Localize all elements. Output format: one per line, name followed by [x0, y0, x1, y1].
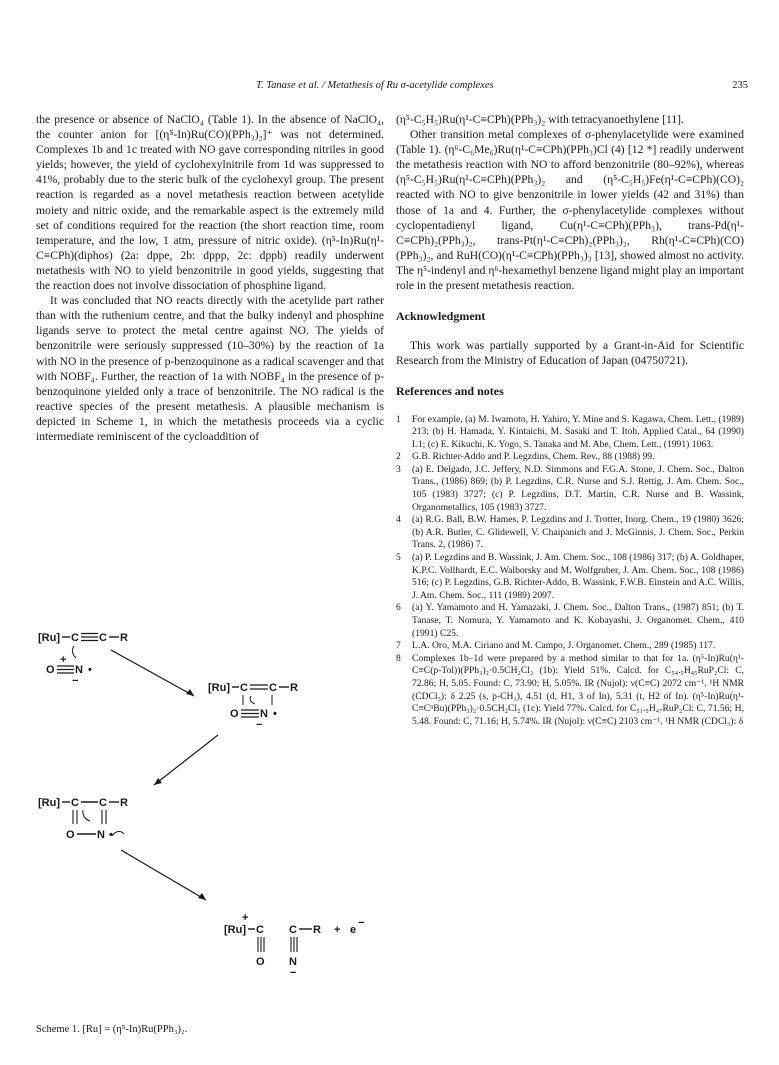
s3-radical-dot: • — [109, 829, 113, 841]
s2-ru: [Ru] — [208, 682, 230, 694]
p-electron: e — [350, 924, 357, 936]
right-column — [396, 112, 744, 728]
arrow-2 — [154, 735, 218, 785]
p-plus-sign: + — [334, 924, 341, 936]
s2-radical-dot: • — [273, 708, 277, 720]
s3-c1: C — [71, 797, 79, 809]
s3-r: R — [120, 797, 128, 809]
reference-item: 2 G.B. Richter-Addo and P. Legzdins, Chem. Rev., 88 (1988) 99. — [396, 451, 655, 463]
arrow-1 — [111, 650, 194, 696]
s1-ru: [Ru] — [38, 632, 60, 644]
scheme-diagram — [36, 600, 384, 1020]
left-paragraph-1: the presence or absence of NaClO₄ (Table 1). In the absence of NaClO₄, the counter anion for [(η⁵-In)Ru(CO)(PPh₃)₂]⁺ was not determined. Complexes 1b and 1c treated with NO gave corresponding nitriles in good yields; however, the yield of cyclohexylnitrile from 1d was suppressed to 41%, probably due to the steric bulk of the cyclohexyl group. The present reaction is regarded as a novel metathesis reaction between acetylide moiety and nitric oxide, and the remarkable aspect is the extremely mild set of conditions required for the reaction (the short reaction time, room temperature, and the low, 1 atm, pressure of nitric oxide). (η⁵-In)Ru(η¹-C≡CPh)(diphos) (2a: dppe, 2b: dppp, 2c: dppb) readily underwent metathesis with NO to yield benzonitrile in good yields, suggesting that the reaction does not involve dissociation of phosphine ligand. — [36, 113, 384, 293]
scheme-1 — [36, 600, 384, 1040]
s2-arrow-curve — [250, 696, 255, 704]
arrow-3 — [121, 850, 206, 900]
s1-c2: C — [99, 632, 107, 644]
s2-n: N — [260, 708, 268, 720]
s1-n: N — [75, 664, 83, 676]
right-paragraph-1: (η⁵-C₅H₅)Ru(η¹-C≡CPh)(PPh₃)₂ with tetracyanoethylene [11]. — [396, 113, 684, 126]
s2-r: R — [290, 682, 298, 694]
s1-radical-dot: • — [88, 664, 92, 676]
right-paragraph-2: Other transition metal complexes of σ-phenylacetylide were examined (Table 1). (η⁶-C₆Me₆)Ru(η¹-C≡CPh)(PPh₃)Cl (4) [12 *] readily underwent the metathesis reaction with NO to afford benzonitrile (80–92%), whereas (η⁵-C₅H₅)Ru(η¹-C≡CPh)(PPh₃)₂ and (η⁵-C₅H₅)Fe(η¹-C≡CPh)(CO)₂ reacted with NO to give benzonitrile in lower yields (42 and 31%) than those of 1a and 4. Further, the σ-phenylacetylide complexes without cyclopentadienyl ligand, Cu(η¹-C≡CPh)(PPh₃), trans-Pd(η¹-C≡CPh)₂(PPh₃)₂, trans-Pt(η¹-C≡CPh)₂(PPh₃)₂, Rh(η¹-C≡CPh)(CO)(PPh₃)₂, and RuH(CO)(η¹-C≡CPh)(PPh₃)₃ [13], showed almost no activity. The η⁵-indenyl and η⁶-hexamethyl benzene ligand might play an important role in the present metathesis reaction. — [396, 128, 744, 293]
p-r: R — [313, 924, 321, 936]
p-o: O — [256, 956, 265, 968]
running-header — [36, 80, 748, 96]
s2-o: O — [230, 708, 239, 720]
running-title: T. Tanase et al. / Metathesis of Ru σ-acetylide complexes — [256, 80, 494, 91]
reference-item: 6 (a) Y. Yamamoto and H. Yamazaki, J. Chem. Soc., Dalton Trans., (1987) 851; (b) T. Tanase, T. Nomura, Y. Yamamoto and K. Kobayashi, J. Organomet. Chem., 410 (1991) C25. — [396, 602, 744, 639]
s1-r: R — [120, 632, 128, 644]
acknowledgment-text: This work was partially supported by a Grant-in-Aid for Scientific Research from the Ministry of Education of Japan (04750721). — [396, 339, 744, 368]
s3-ru: [Ru] — [38, 797, 60, 809]
s1-c1: C — [71, 632, 79, 644]
s1-arrow-curve — [72, 646, 76, 658]
p-n-minus: − — [290, 967, 297, 979]
s3-o: O — [66, 829, 75, 841]
p-electron-charge: − — [358, 917, 365, 929]
page-number: 235 — [732, 80, 748, 91]
s3-arrow-curve — [83, 810, 90, 821]
s2-c2: C — [269, 682, 277, 694]
reference-item: 7 L.A. Oro, M.A. Ciriano and M. Campo, J. Organomet. Chem., 289 (1985) 117. — [396, 640, 716, 652]
s2-c1: C — [240, 682, 248, 694]
s1-minus: − — [72, 675, 79, 687]
references-heading: References and notes — [396, 384, 504, 399]
reference-item: 1 For example, (a) M. Iwamoto, H. Yahiro, Y. Mine and S. Kagawa, Chem. Lett., (1989) 213; (b) H. Hamada, Y. Kintaichi, M. Sasaki and T. Itoh, Applied Catal., 64 (1990) L1; (c) E. Kikuchi, K. Yogo, S. Tanaka and M. Abe, Chem. Lett., (1991) 1063. — [396, 413, 744, 450]
s2-minus: − — [256, 719, 263, 731]
reference-item: 3 (a) E. Delgado, J.C. Jeffery, N.D. Simmons and F.G.A. Stone, J. Chem. Soc., Dalton Trans., (1986) 869; (b) P. Legzdins, C.R. Nurse and S.J. Rettig, J. Am. Chem. Soc., 105 (1983) 3727; (c) P. Legzdins, D.T. Martin, C.R. Nurse and B. Wassink, Organometallics, 105 (1983) 3727. — [396, 463, 744, 513]
scheme-caption: Scheme 1. [Ru] = (η⁵-In)Ru(PPh₃)₂. — [36, 1024, 188, 1035]
p-plus: + — [242, 912, 249, 924]
references-list — [396, 414, 744, 729]
p-c-nitrile: C — [289, 924, 297, 936]
s3-c2: C — [99, 797, 107, 809]
reference-item: 4 (a) R.G. Ball, B.W. Hames, P. Legzdins and J. Trotter, Inorg. Chem., 19 (1980) 3626; (b) A.R. Butler, C. Glidewell, V. Chaipanich and J. McGinnis, J. Chem. Soc., Perkin Trans. 2, (1986) 7. — [396, 514, 744, 551]
p-ru: [Ru] — [224, 924, 246, 936]
left-column — [36, 112, 384, 444]
s1-plus: + — [60, 654, 67, 666]
reference-item: 8 Complexes 1b–1d were prepared by a method similar to that for 1a. (η⁵-In)Ru(η¹-C≡C(p-Tol))(PPh₃)₂·0.5CH₂Cl₂ (1b): Yield 51%. Calcd. for C₅₄.₅H₄₅RuP₂Cl: C, 72.86; H, 5.05. Found: C, 73.90; H, 5.05%. IR (Nujol): ν(C≡C) 2072 cm⁻¹. ¹H NMR (CDCl₃): δ 2.25 (s, p-CH₃), 4.51 (d, H1, 3 of In), 5.31 (t, H2 of In). (η⁵-In)Ru(η¹-C≡CⁿBu)(PPh₃)₂·0.5CH₂Cl₂ (1c): Yield 77%. Calcd. for C₅₁.₅H₄₇RuP₂Cl: C, 71.56; H, 5.48. Found: C, 71.16; H, 5.74%. IR (Nujol): ν(C≡C) 2103 cm⁻¹. ¹H NMR (CDCl₃): δ — [396, 652, 744, 727]
s3-arrow-curve-2 — [112, 831, 124, 836]
acknowledgment-heading: Acknowledgment — [396, 309, 486, 324]
left-paragraph-2: It was concluded that NO reacts directly with the acetylide part rather than with the ruthenium centre, and that the bulky indenyl and phosphine ligands serve to protect the metal centre against NO. The yields of benzonitrile were seriously suppressed (10–30%) by the reaction of 1a with NO in the presence of p-benzoquinone as a radical scavenger and that with NOBF₄. Further, the reaction of 1a with NOBF₄ in the presence of p-benzoquinone yielded only a trace of benzonitrile. The NO radical is the reactive species of the present metathesis. A plausible mechanism is depicted in Scheme 1, in which the metathesis proceeds via a cyclic intermediate reminiscent of the cycloaddition of — [36, 294, 384, 443]
p-n: N — [289, 956, 297, 968]
p-c-co: C — [256, 924, 264, 936]
s3-n: N — [97, 829, 105, 841]
s1-o: O — [46, 664, 55, 676]
reference-item: 5 (a) P. Legzdins and B. Wassink, J. Am. Chem. Soc., 108 (1986) 317; (b) A. Goldhaper, K.P.C. Vollhardt, E.C. Walborsky and M. Wolfgruber, J. Am. Chem. Soc., 108 (1986) 516; (c) P. Legzdins, G.B. Richter-Addo, B. Wassink, F.W.B. Einstein and A.C. Willis, J. Am. Chem. Soc., 111 (1989) 2097. — [396, 552, 745, 601]
